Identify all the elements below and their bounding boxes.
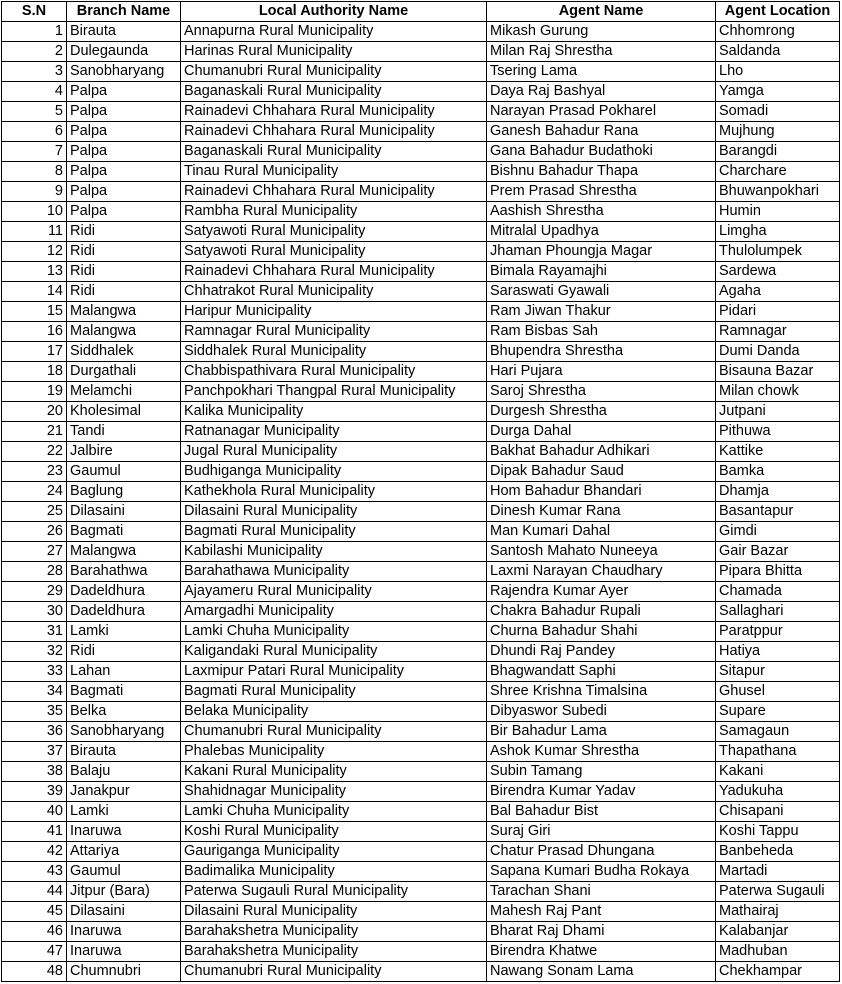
cell-agent-location: Thulolumpek — [716, 242, 840, 262]
cell-agent-name: Bal Bahadur Bist — [487, 802, 716, 822]
cell-agent-location: Bamka — [716, 462, 840, 482]
cell-agent-name: Mahesh Raj Pant — [487, 902, 716, 922]
cell-sn: 36 — [2, 722, 67, 742]
cell-agent-location: Sitapur — [716, 662, 840, 682]
cell-branch-name: Gaumul — [67, 862, 181, 882]
cell-sn: 42 — [2, 842, 67, 862]
cell-agent-name: Tarachan Shani — [487, 882, 716, 902]
table-row — [2, 102, 840, 122]
cell-agent-name: Bakhat Bahadur Adhikari — [487, 442, 716, 462]
cell-local-authority: Siddhalek Rural Municipality — [181, 342, 487, 362]
cell-local-authority: Badimalika Municipality — [181, 862, 487, 882]
table-row — [2, 82, 840, 102]
cell-agent-location: Milan chowk — [716, 382, 840, 402]
cell-agent-location: Hatiya — [716, 642, 840, 662]
table-row — [2, 742, 840, 762]
table-row — [2, 502, 840, 522]
cell-branch-name: Dadeldhura — [67, 582, 181, 602]
cell-branch-name: Palpa — [67, 122, 181, 142]
cell-agent-name: Mitralal Upadhya — [487, 222, 716, 242]
header-sn: S.N — [2, 2, 67, 22]
header-local-authority-name: Local Authority Name — [181, 2, 487, 22]
cell-local-authority: Chumanubri Rural Municipality — [181, 62, 487, 82]
cell-local-authority: Budhiganga Municipality — [181, 462, 487, 482]
cell-local-authority: Gauriganga Municipality — [181, 842, 487, 862]
table-row — [2, 482, 840, 502]
table-row — [2, 822, 840, 842]
cell-local-authority: Phalebas Municipality — [181, 742, 487, 762]
cell-local-authority: Tinau Rural Municipality — [181, 162, 487, 182]
cell-sn: 26 — [2, 522, 67, 542]
cell-branch-name: Malangwa — [67, 302, 181, 322]
cell-agent-location: Basantapur — [716, 502, 840, 522]
cell-branch-name: Lamki — [67, 622, 181, 642]
cell-local-authority: Paterwa Sugauli Rural Municipality — [181, 882, 487, 902]
cell-agent-location: Supare — [716, 702, 840, 722]
table-row — [2, 882, 840, 902]
cell-local-authority: Chumanubri Rural Municipality — [181, 962, 487, 982]
cell-agent-location: Chhomrong — [716, 22, 840, 42]
table-row — [2, 902, 840, 922]
cell-agent-name: Saraswati Gyawali — [487, 282, 716, 302]
cell-agent-name: Chakra Bahadur Rupali — [487, 602, 716, 622]
cell-sn: 18 — [2, 362, 67, 382]
cell-agent-location: Paratppur — [716, 622, 840, 642]
cell-local-authority: Barahakshetra Municipality — [181, 942, 487, 962]
table-row — [2, 802, 840, 822]
cell-local-authority: Bagmati Rural Municipality — [181, 682, 487, 702]
cell-agent-location: Barangdi — [716, 142, 840, 162]
cell-local-authority: Dilasaini Rural Municipality — [181, 502, 487, 522]
table-row — [2, 362, 840, 382]
cell-local-authority: Belaka Municipality — [181, 702, 487, 722]
cell-local-authority: Rainadevi Chhahara Rural Municipality — [181, 102, 487, 122]
cell-agent-name: Bir Bahadur Lama — [487, 722, 716, 742]
cell-agent-location: Koshi Tappu — [716, 822, 840, 842]
table-row — [2, 662, 840, 682]
table-row — [2, 322, 840, 342]
cell-sn: 9 — [2, 182, 67, 202]
cell-agent-name: Rajendra Kumar Ayer — [487, 582, 716, 602]
cell-branch-name: Ridi — [67, 642, 181, 662]
cell-branch-name: Dulegaunda — [67, 42, 181, 62]
cell-branch-name: Balaju — [67, 762, 181, 782]
cell-sn: 46 — [2, 922, 67, 942]
cell-sn: 14 — [2, 282, 67, 302]
table-row — [2, 182, 840, 202]
cell-agent-name: Jhaman Phoungja Magar — [487, 242, 716, 262]
cell-branch-name: Ridi — [67, 262, 181, 282]
cell-agent-location: Chekhampar — [716, 962, 840, 982]
cell-agent-location: Somadi — [716, 102, 840, 122]
cell-branch-name: Lamki — [67, 802, 181, 822]
cell-agent-name: Bimala Rayamajhi — [487, 262, 716, 282]
cell-agent-location: Sallaghari — [716, 602, 840, 622]
cell-agent-location: Chamada — [716, 582, 840, 602]
cell-agent-name: Mikash Gurung — [487, 22, 716, 42]
table-row — [2, 302, 840, 322]
cell-sn: 13 — [2, 262, 67, 282]
cell-agent-name: Ram Jiwan Thakur — [487, 302, 716, 322]
cell-sn: 10 — [2, 202, 67, 222]
cell-sn: 6 — [2, 122, 67, 142]
cell-branch-name: Chumnubri — [67, 962, 181, 982]
cell-branch-name: Siddhalek — [67, 342, 181, 362]
cell-sn: 25 — [2, 502, 67, 522]
cell-branch-name: Birauta — [67, 22, 181, 42]
table-row — [2, 442, 840, 462]
cell-agent-name: Bhupendra Shrestha — [487, 342, 716, 362]
cell-local-authority: Annapurna Rural Municipality — [181, 22, 487, 42]
cell-agent-name: Milan Raj Shrestha — [487, 42, 716, 62]
cell-agent-location: Yamga — [716, 82, 840, 102]
cell-agent-location: Gimdi — [716, 522, 840, 542]
table-row — [2, 122, 840, 142]
cell-local-authority: Kabilashi Municipality — [181, 542, 487, 562]
cell-branch-name: Baglung — [67, 482, 181, 502]
cell-local-authority: Shahidnagar Municipality — [181, 782, 487, 802]
table-row — [2, 562, 840, 582]
cell-sn: 5 — [2, 102, 67, 122]
cell-agent-name: Dhundi Raj Pandey — [487, 642, 716, 662]
table-row — [2, 702, 840, 722]
cell-agent-name: Birendra Khatwe — [487, 942, 716, 962]
cell-sn: 8 — [2, 162, 67, 182]
cell-local-authority: Chumanubri Rural Municipality — [181, 722, 487, 742]
table-row — [2, 162, 840, 182]
cell-agent-name: Subin Tamang — [487, 762, 716, 782]
cell-agent-location: Martadi — [716, 862, 840, 882]
cell-local-authority: Kalika Municipality — [181, 402, 487, 422]
cell-agent-name: Churna Bahadur Shahi — [487, 622, 716, 642]
table-row — [2, 142, 840, 162]
cell-branch-name: Attariya — [67, 842, 181, 862]
cell-sn: 35 — [2, 702, 67, 722]
cell-agent-name: Hom Bahadur Bhandari — [487, 482, 716, 502]
cell-branch-name: Jitpur (Bara) — [67, 882, 181, 902]
cell-sn: 21 — [2, 422, 67, 442]
table-row — [2, 242, 840, 262]
cell-sn: 7 — [2, 142, 67, 162]
cell-agent-name: Durga Dahal — [487, 422, 716, 442]
cell-agent-name: Bharat Raj Dhami — [487, 922, 716, 942]
cell-sn: 16 — [2, 322, 67, 342]
cell-sn: 22 — [2, 442, 67, 462]
cell-agent-name: Ram Bisbas Sah — [487, 322, 716, 342]
cell-agent-name: Nawang Sonam Lama — [487, 962, 716, 982]
table-row — [2, 402, 840, 422]
header-agent-name: Agent Name — [487, 2, 716, 22]
table-row — [2, 422, 840, 442]
cell-agent-name: Bishnu Bahadur Thapa — [487, 162, 716, 182]
cell-branch-name: Palpa — [67, 102, 181, 122]
table-row — [2, 642, 840, 662]
table-row — [2, 42, 840, 62]
cell-sn: 39 — [2, 782, 67, 802]
cell-agent-name: Gana Bahadur Budathoki — [487, 142, 716, 162]
cell-branch-name: Gaumul — [67, 462, 181, 482]
cell-branch-name: Malangwa — [67, 322, 181, 342]
cell-branch-name: Bagmati — [67, 682, 181, 702]
cell-agent-location: Paterwa Sugauli — [716, 882, 840, 902]
cell-agent-location: Samagaun — [716, 722, 840, 742]
table-row — [2, 762, 840, 782]
cell-agent-location: Mathairaj — [716, 902, 840, 922]
cell-agent-location: Pithuwa — [716, 422, 840, 442]
cell-branch-name: Ridi — [67, 242, 181, 262]
table-row — [2, 622, 840, 642]
cell-branch-name: Inaruwa — [67, 922, 181, 942]
cell-sn: 40 — [2, 802, 67, 822]
cell-agent-location: Gair Bazar — [716, 542, 840, 562]
cell-agent-name: Man Kumari Dahal — [487, 522, 716, 542]
cell-branch-name: Ridi — [67, 222, 181, 242]
cell-local-authority: Ramnagar Rural Municipality — [181, 322, 487, 342]
table-row — [2, 462, 840, 482]
table-row — [2, 282, 840, 302]
cell-branch-name: Inaruwa — [67, 942, 181, 962]
cell-agent-location: Agaha — [716, 282, 840, 302]
cell-sn: 3 — [2, 62, 67, 82]
cell-agent-location: Madhuban — [716, 942, 840, 962]
cell-branch-name: Palpa — [67, 182, 181, 202]
cell-agent-name: Laxmi Narayan Chaudhary — [487, 562, 716, 582]
cell-local-authority: Lamki Chuha Municipality — [181, 802, 487, 822]
cell-local-authority: Rainadevi Chhahara Rural Municipality — [181, 262, 487, 282]
header-row — [2, 2, 840, 22]
cell-local-authority: Ajayameru Rural Municipality — [181, 582, 487, 602]
table-row — [2, 782, 840, 802]
cell-local-authority: Bagmati Rural Municipality — [181, 522, 487, 542]
cell-sn: 1 — [2, 22, 67, 42]
cell-local-authority: Kathekhola Rural Municipality — [181, 482, 487, 502]
table-row — [2, 722, 840, 742]
cell-agent-name: Aashish Shrestha — [487, 202, 716, 222]
cell-sn: 45 — [2, 902, 67, 922]
cell-local-authority: Koshi Rural Municipality — [181, 822, 487, 842]
table-row — [2, 382, 840, 402]
cell-branch-name: Inaruwa — [67, 822, 181, 842]
cell-branch-name: Durgathali — [67, 362, 181, 382]
cell-agent-name: Dibyaswor Subedi — [487, 702, 716, 722]
cell-agent-name: Ganesh Bahadur Rana — [487, 122, 716, 142]
cell-local-authority: Baganaskali Rural Municipality — [181, 142, 487, 162]
header-agent-location: Agent Location — [716, 2, 840, 22]
cell-local-authority: Lamki Chuha Municipality — [181, 622, 487, 642]
cell-local-authority: Rainadevi Chhahara Rural Municipality — [181, 122, 487, 142]
cell-agent-location: Ghusel — [716, 682, 840, 702]
table-row — [2, 842, 840, 862]
cell-branch-name: Sanobharyang — [67, 62, 181, 82]
cell-agent-location: Kalabanjar — [716, 922, 840, 942]
cell-sn: 34 — [2, 682, 67, 702]
cell-agent-name: Chatur Prasad Dhungana — [487, 842, 716, 862]
cell-agent-location: Lho — [716, 62, 840, 82]
cell-agent-name: Bhagwandatt Saphi — [487, 662, 716, 682]
cell-local-authority: Harinas Rural Municipality — [181, 42, 487, 62]
cell-agent-location: Chisapani — [716, 802, 840, 822]
cell-agent-location: Pidari — [716, 302, 840, 322]
cell-agent-location: Yadukuha — [716, 782, 840, 802]
cell-sn: 19 — [2, 382, 67, 402]
cell-sn: 2 — [2, 42, 67, 62]
cell-agent-location: Limgha — [716, 222, 840, 242]
cell-local-authority: Panchpokhari Thangpal Rural Municipality — [181, 382, 487, 402]
cell-agent-name: Prem Prasad Shrestha — [487, 182, 716, 202]
cell-branch-name: Dilasaini — [67, 902, 181, 922]
cell-branch-name: Birauta — [67, 742, 181, 762]
cell-agent-name: Birendra Kumar Yadav — [487, 782, 716, 802]
cell-sn: 15 — [2, 302, 67, 322]
agent-table — [1, 1, 840, 982]
cell-agent-name: Narayan Prasad Pokharel — [487, 102, 716, 122]
cell-branch-name: Palpa — [67, 82, 181, 102]
cell-agent-location: Kattike — [716, 442, 840, 462]
table-row — [2, 862, 840, 882]
cell-local-authority: Rambha Rural Municipality — [181, 202, 487, 222]
cell-sn: 44 — [2, 882, 67, 902]
cell-sn: 20 — [2, 402, 67, 422]
table-body — [2, 22, 840, 982]
header-branch-name: Branch Name — [67, 2, 181, 22]
cell-local-authority: Satyawoti Rural Municipality — [181, 222, 487, 242]
cell-agent-location: Thapathana — [716, 742, 840, 762]
table-row — [2, 962, 840, 982]
cell-sn: 28 — [2, 562, 67, 582]
cell-agent-location: Jutpani — [716, 402, 840, 422]
cell-sn: 43 — [2, 862, 67, 882]
cell-branch-name: Jalbire — [67, 442, 181, 462]
cell-sn: 4 — [2, 82, 67, 102]
cell-agent-location: Kakani — [716, 762, 840, 782]
cell-local-authority: Kakani Rural Municipality — [181, 762, 487, 782]
cell-sn: 47 — [2, 942, 67, 962]
cell-agent-name: Dipak Bahadur Saud — [487, 462, 716, 482]
cell-sn: 38 — [2, 762, 67, 782]
cell-agent-name: Shree Krishna Timalsina — [487, 682, 716, 702]
cell-branch-name: Barahathwa — [67, 562, 181, 582]
cell-agent-location: Mujhung — [716, 122, 840, 142]
cell-local-authority: Baganaskali Rural Municipality — [181, 82, 487, 102]
cell-agent-name: Tsering Lama — [487, 62, 716, 82]
cell-agent-location: Banbeheda — [716, 842, 840, 862]
cell-sn: 32 — [2, 642, 67, 662]
table-row — [2, 222, 840, 242]
cell-agent-location: Pipara Bhitta — [716, 562, 840, 582]
table-row — [2, 62, 840, 82]
cell-sn: 27 — [2, 542, 67, 562]
table-row — [2, 202, 840, 222]
cell-branch-name: Dilasaini — [67, 502, 181, 522]
cell-sn: 41 — [2, 822, 67, 842]
cell-agent-location: Bhuwanpokhari — [716, 182, 840, 202]
cell-agent-location: Bisauna Bazar — [716, 362, 840, 382]
table-row — [2, 522, 840, 542]
cell-agent-location: Saldanda — [716, 42, 840, 62]
cell-agent-location: Sardewa — [716, 262, 840, 282]
cell-sn: 48 — [2, 962, 67, 982]
cell-local-authority: Chhatrakot Rural Municipality — [181, 282, 487, 302]
cell-branch-name: Belka — [67, 702, 181, 722]
cell-local-authority: Dilasaini Rural Municipality — [181, 902, 487, 922]
cell-agent-name: Suraj Giri — [487, 822, 716, 842]
cell-sn: 24 — [2, 482, 67, 502]
cell-agent-location: Dumi Danda — [716, 342, 840, 362]
cell-local-authority: Rainadevi Chhahara Rural Municipality — [181, 182, 487, 202]
cell-sn: 23 — [2, 462, 67, 482]
cell-agent-name: Hari Pujara — [487, 362, 716, 382]
cell-sn: 11 — [2, 222, 67, 242]
cell-branch-name: Palpa — [67, 202, 181, 222]
cell-local-authority: Kaligandaki Rural Municipality — [181, 642, 487, 662]
cell-branch-name: Ridi — [67, 282, 181, 302]
cell-branch-name: Melamchi — [67, 382, 181, 402]
cell-local-authority: Haripur Municipality — [181, 302, 487, 322]
cell-branch-name: Palpa — [67, 162, 181, 182]
cell-agent-name: Daya Raj Bashyal — [487, 82, 716, 102]
cell-local-authority: Ratnanagar Municipality — [181, 422, 487, 442]
cell-branch-name: Sanobharyang — [67, 722, 181, 742]
table-row — [2, 942, 840, 962]
table-row — [2, 602, 840, 622]
cell-branch-name: Kholesimal — [67, 402, 181, 422]
cell-sn: 31 — [2, 622, 67, 642]
cell-sn: 12 — [2, 242, 67, 262]
table-row — [2, 582, 840, 602]
cell-local-authority: Satyawoti Rural Municipality — [181, 242, 487, 262]
cell-agent-location: Charchare — [716, 162, 840, 182]
cell-branch-name: Bagmati — [67, 522, 181, 542]
cell-agent-name: Ashok Kumar Shrestha — [487, 742, 716, 762]
cell-agent-name: Saroj Shrestha — [487, 382, 716, 402]
cell-local-authority: Chabbispathivara Rural Municipality — [181, 362, 487, 382]
cell-agent-location: Humin — [716, 202, 840, 222]
cell-sn: 30 — [2, 602, 67, 622]
cell-branch-name: Palpa — [67, 142, 181, 162]
cell-agent-location: Ramnagar — [716, 322, 840, 342]
cell-branch-name: Tandi — [67, 422, 181, 442]
cell-sn: 17 — [2, 342, 67, 362]
cell-agent-name: Durgesh Shrestha — [487, 402, 716, 422]
table-row — [2, 542, 840, 562]
table-row — [2, 22, 840, 42]
cell-sn: 29 — [2, 582, 67, 602]
cell-local-authority: Barahakshetra Municipality — [181, 922, 487, 942]
cell-sn: 33 — [2, 662, 67, 682]
table-row — [2, 682, 840, 702]
table-row — [2, 262, 840, 282]
table-row — [2, 342, 840, 362]
cell-agent-location: Dhamja — [716, 482, 840, 502]
table-row — [2, 922, 840, 942]
cell-branch-name: Janakpur — [67, 782, 181, 802]
cell-local-authority: Amargadhi Municipality — [181, 602, 487, 622]
cell-branch-name: Malangwa — [67, 542, 181, 562]
cell-agent-name: Santosh Mahato Nuneeya — [487, 542, 716, 562]
cell-agent-name: Sapana Kumari Budha Rokaya — [487, 862, 716, 882]
cell-branch-name: Dadeldhura — [67, 602, 181, 622]
cell-local-authority: Jugal Rural Municipality — [181, 442, 487, 462]
cell-branch-name: Lahan — [67, 662, 181, 682]
cell-local-authority: Barahathawa Municipality — [181, 562, 487, 582]
cell-agent-name: Dinesh Kumar Rana — [487, 502, 716, 522]
cell-sn: 37 — [2, 742, 67, 762]
cell-local-authority: Laxmipur Patari Rural Municipality — [181, 662, 487, 682]
